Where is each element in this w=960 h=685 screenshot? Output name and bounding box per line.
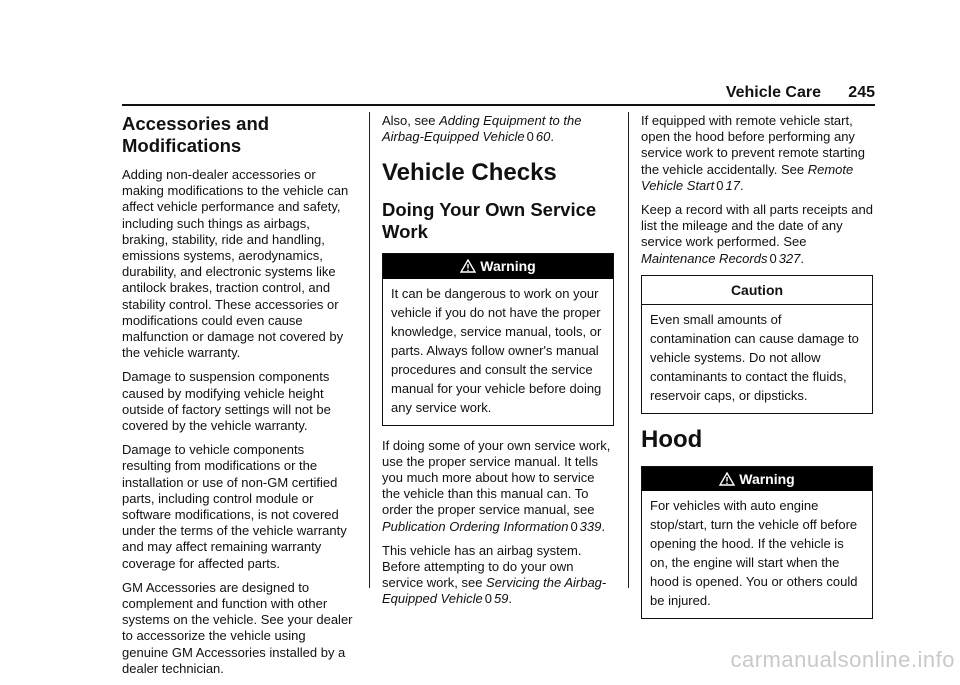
- text: If doing some of your own service work, use the proper service manual. It tells you much more about how to service the vehicle than this manual can. To order the proper service manual, see: [382, 437, 611, 518]
- watermark: carmanualsonline.info: [730, 647, 955, 672]
- text: .: [739, 177, 744, 193]
- caution-title: Caution: [642, 276, 872, 305]
- caution-text: Even small amounts of contamination can cause damage to vehicle systems. Do not allow contaminants to contact the fluids, reservoir caps, or dipsticks.: [650, 312, 859, 404]
- page-arrow-icon: 0: [526, 129, 534, 145]
- page-arrow-icon: 0: [716, 177, 724, 193]
- page-arrow-icon: 0: [484, 591, 492, 607]
- column-divider: [628, 112, 629, 588]
- warning-box: [641, 466, 873, 619]
- text: .: [508, 591, 513, 607]
- paragraph: Damage to suspension components caused by modifying vehicle height outside of factory settings will not be covered by the vehicle warranty.: [122, 369, 331, 434]
- warning-text: For vehicles with auto engine stop/start, turn the vehicle off before opening the hood. If the vehicle is on, the engine will start when the hood is opened. You or others could be injured.: [650, 498, 858, 609]
- heading-accessories-modifications: Accessories and Modifications: [122, 113, 270, 156]
- page-reference[interactable]: 327: [778, 250, 801, 266]
- column-divider: [369, 112, 370, 588]
- warning-header: [383, 254, 613, 278]
- warning-text: It can be dangerous to work on your vehicle if you do not have the proper knowledge, service manual, tools, or parts. Always follow owner's manual procedures and consult the service manual for your vehicle before doing any service work.: [391, 285, 602, 415]
- cross-reference-link[interactable]: Adding Equipment to the Airbag-Equipped Vehicle: [382, 113, 582, 145]
- cross-reference-link[interactable]: Remote Vehicle Start: [641, 161, 854, 193]
- text: Also, see: [382, 113, 440, 128]
- remote-start-paragraph: [641, 113, 873, 194]
- page-arrow-icon: 0: [769, 250, 777, 266]
- cross-reference-link[interactable]: Servicing the Airbag-Equipped Vehicle: [382, 575, 607, 607]
- records-paragraph: [641, 202, 873, 267]
- text: .: [601, 518, 605, 534]
- warning-title: Warning: [480, 258, 536, 275]
- warning-header: [642, 467, 872, 491]
- heading-vehicle-checks: Vehicle Checks: [382, 159, 557, 187]
- warning-title: Warning: [739, 471, 795, 488]
- page-number: 245: [848, 84, 875, 101]
- page-reference[interactable]: 339: [579, 518, 602, 534]
- heading-hood: Hood: [641, 426, 703, 454]
- heading-doing-your-own-service-work: Doing Your Own Service Work: [382, 199, 597, 243]
- also-see-paragraph: [382, 113, 614, 145]
- page-reference[interactable]: 60: [535, 129, 551, 145]
- column-1: [122, 113, 354, 685]
- column-2: [382, 113, 614, 616]
- page-header: [122, 84, 875, 106]
- caution-box: [641, 275, 873, 414]
- text: .: [550, 129, 554, 145]
- paragraph: Damage to vehicle components resulting from modifications or the installation or use of non-GM certified parts, including control module or software modifications, is not covered under the terms of the vehicle warranty and may affect remaining warranty coverage for affected parts.: [122, 442, 347, 571]
- cross-reference-link[interactable]: Publication Ordering Information: [382, 518, 569, 534]
- warning-icon: [719, 472, 735, 486]
- text: This vehicle has an airbag system. Before attempting to do your own service work, see: [382, 542, 582, 591]
- page-reference[interactable]: 17: [725, 177, 740, 193]
- airbag-paragraph: [382, 543, 614, 608]
- column-3: [641, 113, 873, 631]
- text: If equipped with remote vehicle start, open the hood before performing any service work to prevent remote starting the vehicle accidentally. See: [641, 113, 865, 177]
- cross-reference-link[interactable]: Maintenance Records: [641, 250, 768, 266]
- section-title: Vehicle Care: [725, 84, 821, 101]
- paragraph: GM Accessories are designed to complement and function with other systems on the vehicle. See your dealer to accessorize the vehicle using genuine GM Accessories installed by a dealer technician.: [122, 579, 353, 676]
- paragraph: Adding non-dealer accessories or making modifications to the vehicle can affect vehicle performance and safety, including such things as airbags, braking, stability, ride and handling, emissions systems, aerodynamics, durability, and electronic systems like antilock brakes, traction control, and stability control. These accessories or modifications could even cause malfunction or damage not covered by the vehicle warranty.: [122, 167, 349, 361]
- text: .: [800, 250, 805, 266]
- text: Keep a record with all parts receipts and list the mileage and the date of any service work performed. See: [641, 202, 873, 250]
- service-manual-paragraph: [382, 438, 614, 535]
- warning-icon: [460, 259, 476, 273]
- header-rule: [122, 104, 875, 106]
- page-arrow-icon: 0: [570, 518, 578, 534]
- warning-box: [382, 253, 614, 425]
- page-reference[interactable]: 59: [493, 591, 509, 607]
